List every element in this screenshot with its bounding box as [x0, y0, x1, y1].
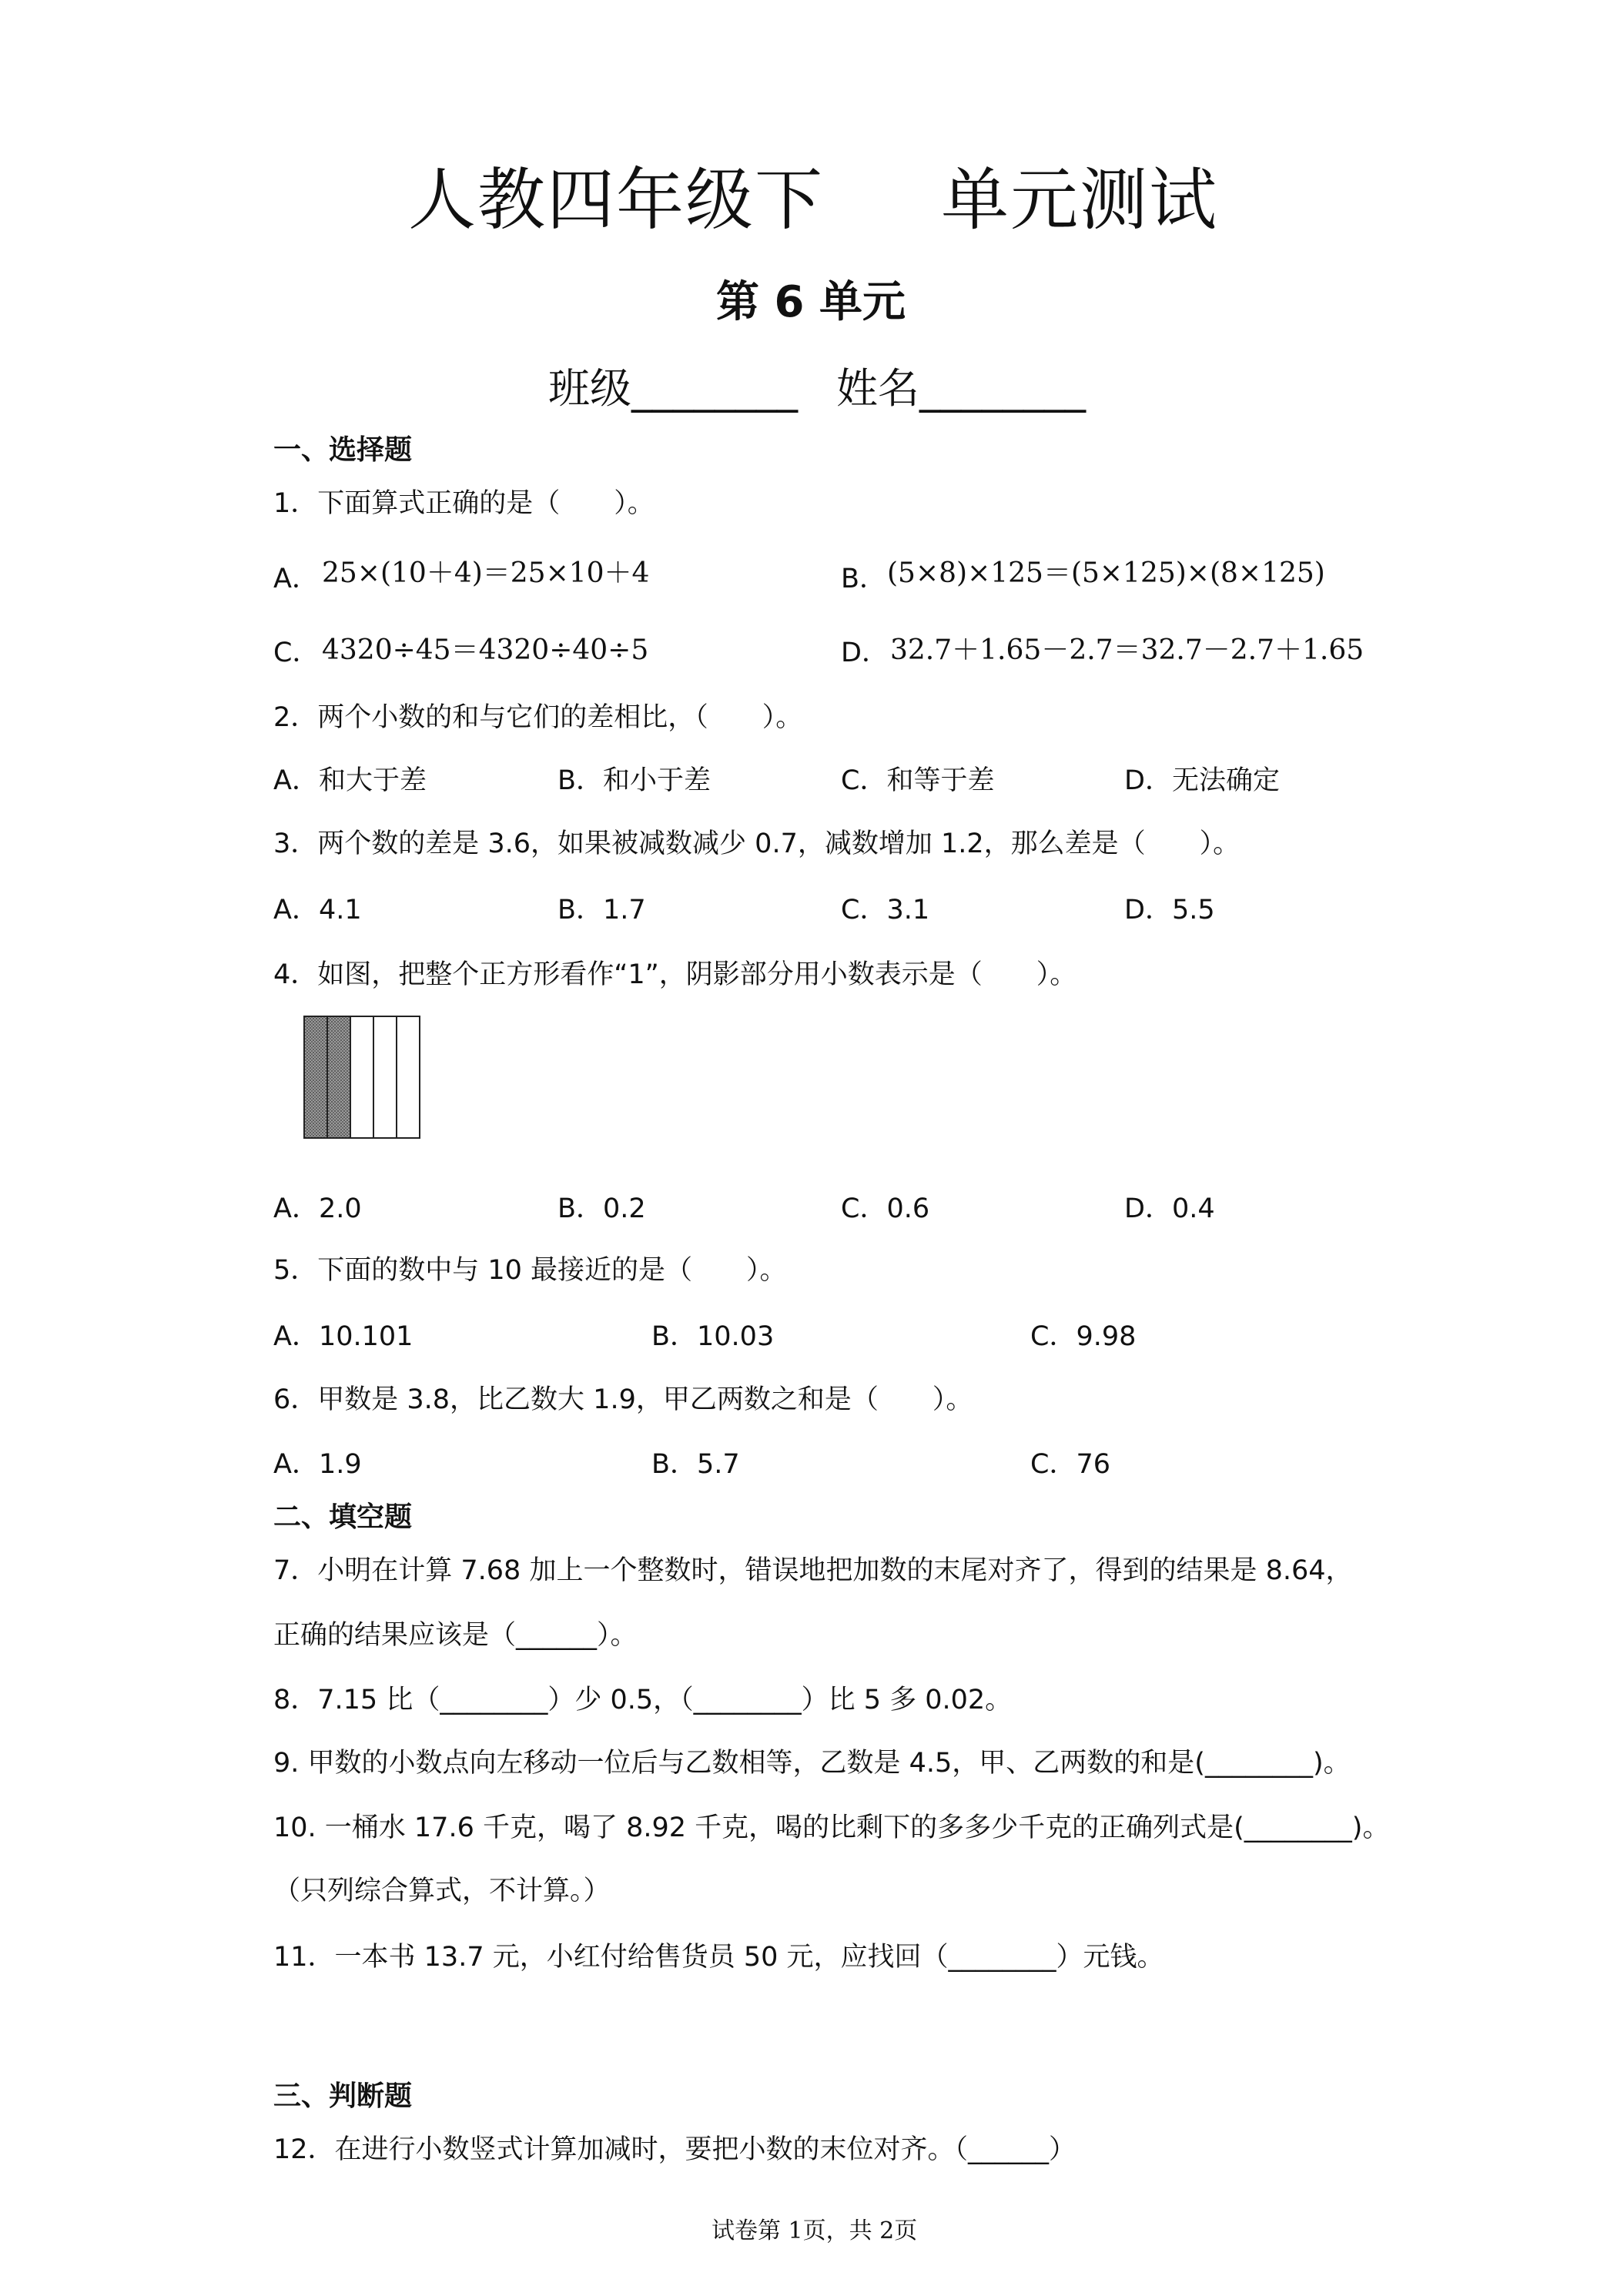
question-4-stem: 4．如图，把整个正方形看作“1”，阴影部分用小数表示是（ ）。 — [273, 959, 1077, 990]
q6-option-a[interactable]: A．1.9 — [273, 1449, 362, 1480]
q3-option-c[interactable]: C．3.1 — [841, 895, 930, 925]
title-right: 单元测试 — [941, 160, 1219, 239]
question-8[interactable]: 8．7.15 比（________）少 0.5，（________）比 5 多 0.02。 — [273, 1685, 1013, 1715]
q4-square-figure — [303, 1015, 420, 1140]
q4-shaded-column — [304, 1016, 327, 1138]
q4-blank-column — [350, 1016, 373, 1138]
question-7-line2[interactable]: 正确的结果应该是（______）。 — [273, 1620, 638, 1651]
question-7-line1: 7．小明在计算 7.68 加上一个整数时，错误地把加数的末尾对齐了，得到的结果是 8.64， — [273, 1555, 1353, 1586]
q4-option-d[interactable]: D．0.4 — [1124, 1193, 1215, 1224]
page-footer: 试卷第 1页，共 2页 — [712, 2217, 918, 2244]
q1-option-d-label[interactable]: D． — [841, 638, 889, 668]
question-10-line1[interactable]: 10. 一桶水 17.6 千克，喝了 8.92 千克，喝的比剩下的多多少千克的正确列式是(________)。 — [273, 1812, 1390, 1843]
q1-option-a[interactable]: 25×(10＋4)＝25×10＋4 — [322, 557, 650, 589]
section-heading-fill: 二、填空题 — [273, 1501, 413, 1533]
q4-blank-column — [373, 1016, 397, 1138]
name-field[interactable]: 姓名________ — [836, 364, 1086, 413]
q3-option-d[interactable]: D．5.5 — [1124, 895, 1215, 925]
class-field[interactable]: 班级________ — [548, 364, 798, 413]
q4-option-b[interactable]: B．0.2 — [558, 1193, 646, 1224]
q4-option-a[interactable]: A．2.0 — [273, 1193, 362, 1224]
q1-option-b[interactable]: (5×8)×125＝(5×125)×(8×125) — [887, 557, 1325, 589]
q3-option-a[interactable]: A．4.1 — [273, 895, 362, 925]
q6-option-b[interactable]: B．5.7 — [651, 1449, 740, 1480]
q1-option-d[interactable]: 32.7＋1.65－2.7＝32.7－2.7＋1.65 — [890, 634, 1364, 666]
question-3-stem: 3．两个数的差是 3.6，如果被减数减少 0.7，减数增加 1.2，那么差是（ ）。 — [273, 828, 1241, 859]
question-11[interactable]: 11．一本书 13.7 元，小红付给售货员 50 元，应找回（________）元钱。 — [273, 1942, 1164, 1973]
q3-option-b[interactable]: B．1.7 — [558, 895, 646, 925]
q1-option-c[interactable]: 4320÷45＝4320÷40÷5 — [322, 634, 649, 666]
q2-option-a[interactable]: A．和大于差 — [273, 765, 427, 796]
q4-blank-column — [397, 1016, 420, 1138]
q2-option-b[interactable]: B．和小于差 — [558, 765, 712, 796]
question-5-stem: 5．下面的数中与 10 最接近的是（ ）。 — [273, 1255, 787, 1286]
unit-title: 第 6 单元 — [716, 277, 906, 327]
q6-option-c[interactable]: C．76 — [1030, 1449, 1110, 1480]
question-10-line2: （只列综合算式，不计算。） — [273, 1876, 611, 1906]
question-2-stem: 2．两个小数的和与它们的差相比，（ ）。 — [273, 702, 803, 733]
q1-option-c-label[interactable]: C． — [273, 638, 320, 668]
q2-option-d[interactable]: D．无法确定 — [1124, 765, 1280, 796]
q1-option-a-label[interactable]: A． — [273, 564, 319, 594]
q5-option-c[interactable]: C．9.98 — [1030, 1321, 1137, 1352]
section-heading-choice: 一、选择题 — [273, 434, 413, 466]
q1-option-b-label[interactable]: B． — [841, 564, 887, 594]
q4-shaded-column — [327, 1016, 350, 1138]
section-heading-judge: 三、判断题 — [273, 2080, 413, 2112]
question-1-stem: 1．下面算式正确的是（ ）。 — [273, 488, 655, 519]
q5-option-a[interactable]: A．10.101 — [273, 1321, 414, 1352]
question-12[interactable]: 12．在进行小数竖式计算加减时，要把小数的末位对齐。（______） — [273, 2134, 1077, 2165]
q4-option-c[interactable]: C．0.6 — [841, 1193, 930, 1224]
q2-option-c[interactable]: C．和等于差 — [841, 765, 995, 796]
q5-option-b[interactable]: B．10.03 — [651, 1321, 775, 1352]
title-left: 人教四年级下 — [408, 160, 825, 239]
question-9[interactable]: 9. 甲数的小数点向左移动一位后与乙数相等，乙数是 4.5，甲、乙两数的和是(________)。 — [273, 1748, 1351, 1779]
question-6-stem: 6．甲数是 3.8，比乙数大 1.9，甲乙两数之和是（ ）。 — [273, 1384, 973, 1415]
